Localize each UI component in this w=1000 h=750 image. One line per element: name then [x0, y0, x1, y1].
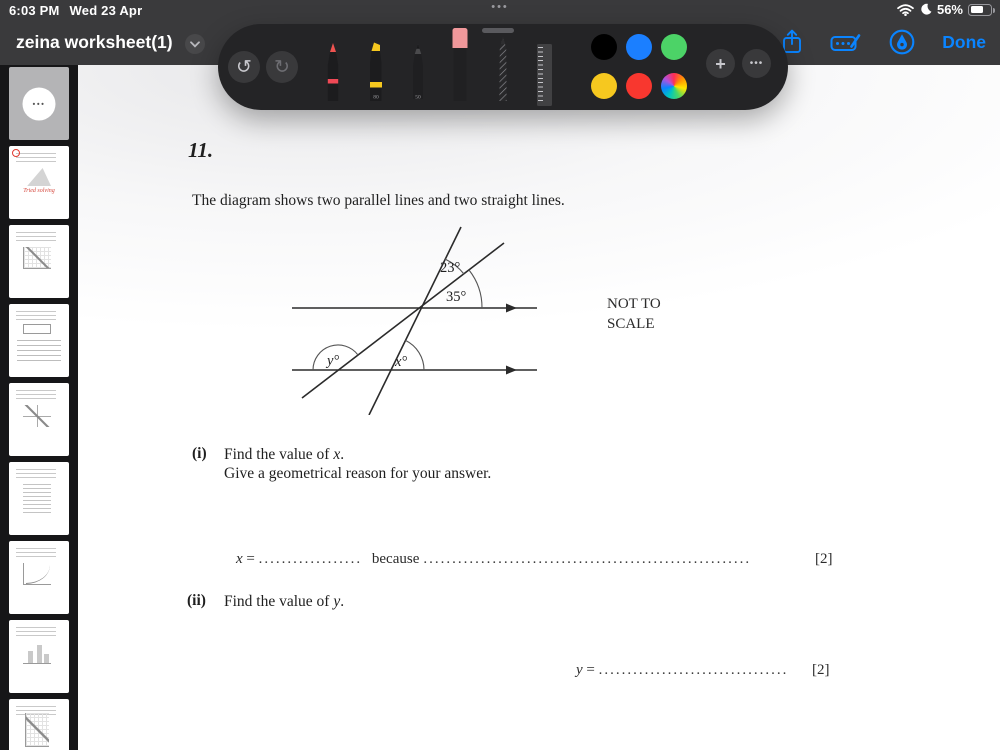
ruler-tool[interactable]: [537, 44, 552, 106]
part-i-text: Find the value of x. Give a geometrical reason for your answer.: [224, 446, 492, 482]
answer-line-x[interactable]: x = .................. because .........................................................: [236, 551, 752, 567]
chevron-down-icon: [190, 41, 200, 48]
toolbar-more-button[interactable]: •••: [742, 49, 771, 78]
question-intro: The diagram shows two parallel lines and two straight lines.: [192, 192, 565, 209]
page-thumbnail-8[interactable]: [9, 620, 69, 693]
wifi-icon: [897, 3, 914, 16]
markup-pen-icon[interactable]: [888, 28, 916, 56]
part-ii-text: Find the value of y.: [224, 593, 345, 610]
page-thumbnail-3[interactable]: [9, 225, 69, 298]
page-thumbnail-2[interactable]: [9, 146, 69, 219]
angle-label-23: 23°: [440, 260, 461, 276]
arrowhead-bottom-line: [506, 366, 517, 375]
part-ii-marks: [2]: [812, 662, 830, 678]
part-ii-label: (ii): [187, 592, 206, 609]
lasso-icon: [493, 37, 513, 101]
marker-pen-tool[interactable]: [323, 43, 343, 106]
page-thumbnail-5[interactable]: [9, 383, 69, 456]
dotted-reason-field[interactable]: .........................................................: [423, 551, 752, 567]
question-number: 11.: [188, 138, 214, 162]
dotted-answer-field-y[interactable]: .................................: [598, 662, 789, 678]
angle-arc-x: [406, 340, 425, 370]
done-button[interactable]: Done: [942, 31, 986, 52]
ellipsis-icon: •••: [32, 99, 46, 108]
color-swatch-yellow[interactable]: [591, 73, 617, 99]
title-dropdown-button[interactable]: [185, 34, 205, 54]
add-color-button[interactable]: +: [706, 49, 735, 78]
eraser-tool[interactable]: [450, 28, 470, 106]
page-thumbnail-4[interactable]: [9, 304, 69, 377]
color-swatch-red[interactable]: [626, 73, 652, 99]
highlighter-size-label: 80: [373, 94, 379, 101]
angle-label-y: y°: [327, 353, 340, 369]
angle-label-x: x°: [395, 354, 408, 370]
page-thumbnail-6[interactable]: [9, 462, 69, 535]
not-to-scale-note: NOT TO SCALE: [607, 296, 661, 332]
highlighter-tool[interactable]: [366, 42, 386, 106]
form-fill-icon[interactable]: [830, 31, 862, 54]
redo-button[interactable]: ↻: [266, 51, 298, 83]
multitask-indicator-icon: •••: [491, 1, 509, 13]
angle-label-35: 35°: [446, 289, 467, 305]
battery-percent-label: 56%: [936, 2, 963, 17]
status-bar: [0, 0, 1000, 20]
angle-arc-35: [469, 270, 482, 308]
pencil-size-label: 50: [415, 94, 421, 101]
markup-toolbar: [218, 24, 788, 110]
eraser-icon: [450, 28, 470, 101]
battery-icon: [968, 4, 992, 16]
part-i-marks: [2]: [815, 551, 833, 567]
answer-line-y[interactable]: y = .................................: [576, 662, 789, 678]
lasso-tool[interactable]: [493, 37, 513, 106]
drawing-tools: [218, 24, 788, 110]
parallel-lines-diagram: [280, 215, 560, 415]
page-thumbnail-9[interactable]: [9, 699, 69, 750]
color-swatch-black[interactable]: [591, 34, 617, 60]
date-label: Wed 23 Apr: [69, 3, 143, 18]
document-title: zeina worksheet(1): [16, 32, 173, 52]
pencil-tool[interactable]: [408, 44, 428, 106]
arrowhead-top-line: [506, 304, 517, 313]
clock-label: 6:03 PM: [9, 3, 60, 18]
color-swatches: [591, 34, 693, 100]
undo-button[interactable]: ↺: [228, 51, 260, 83]
highlighter-icon: [366, 42, 386, 101]
marker-pen-icon: [323, 43, 343, 101]
dotted-answer-field-x[interactable]: ..................: [258, 551, 363, 567]
sidebar-thumbnails: [0, 65, 78, 750]
focus-moon-icon: [919, 3, 932, 16]
page-thumbnail-7[interactable]: [9, 541, 69, 614]
color-swatch-blue[interactable]: [626, 34, 652, 60]
thumbnail-annotation: Tried solving: [23, 188, 55, 194]
part-i-label: (i): [192, 445, 207, 462]
color-swatch-spectrum[interactable]: [661, 73, 687, 99]
page-menu-button[interactable]: [23, 87, 56, 120]
status-icons: [897, 2, 992, 17]
page-thumbnail-1[interactable]: [9, 67, 69, 140]
pencil-icon: [408, 44, 428, 101]
nav-actions: [780, 28, 986, 56]
color-swatch-green[interactable]: [661, 34, 687, 60]
